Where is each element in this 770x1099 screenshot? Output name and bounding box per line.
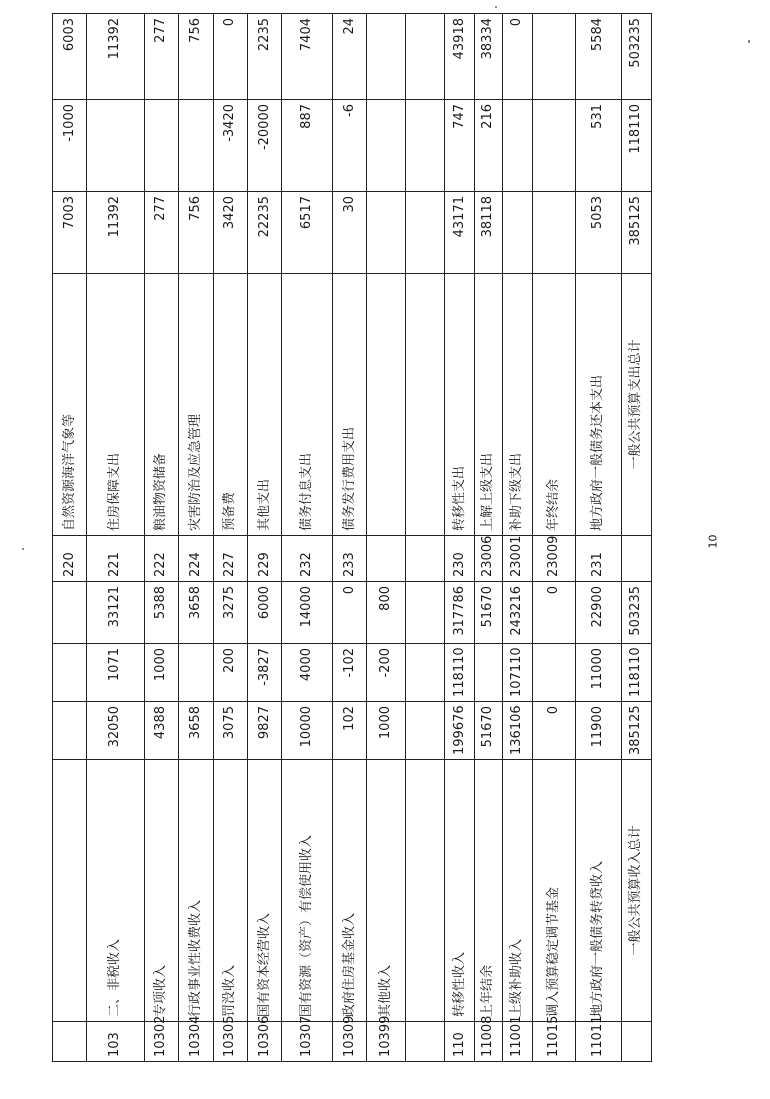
income-total-cell: 317786 (445, 582, 475, 644)
income-code-cell: 11008 (475, 1022, 503, 1062)
expense-budget-cell: 6517 (282, 192, 332, 274)
table-row (576, 14, 622, 1062)
expense-total-cell: 7404 (282, 14, 332, 100)
expense-budget-cell: 5053 (576, 192, 622, 274)
expense-adjust-cell: 747 (445, 100, 475, 192)
table-row (144, 14, 178, 1062)
scan-speck (22, 548, 24, 550)
income-name-cell: 调入预算稳定调节基金 (532, 760, 576, 1022)
expense-adjust-cell (502, 100, 532, 192)
expense-adjust-cell: -3420 (213, 100, 247, 192)
income-name-cell: 政府住房基金收入 (332, 760, 366, 1022)
income-code-cell: 11011 (576, 1022, 622, 1062)
expense-total-cell: 503235 (622, 14, 652, 100)
income-name-cell: 国有资本经营收入 (248, 760, 282, 1022)
expense-adjust-cell: 531 (576, 100, 622, 192)
expense-code-cell: 23009 (532, 536, 576, 582)
expense-name-cell: 债务发行费用支出 (332, 274, 366, 536)
income-name-cell (53, 760, 87, 1022)
expense-name-cell: 转移性支出 (445, 274, 475, 536)
expense-budget-cell (502, 192, 532, 274)
income-name-cell (406, 760, 445, 1022)
income-total-cell: 3275 (213, 582, 247, 644)
income-budget-cell: 11900 (576, 702, 622, 760)
scan-speck (495, 6, 497, 8)
expense-name-cell: 地方政府一般债务还本支出 (576, 274, 622, 536)
expense-code-cell: 227 (213, 536, 247, 582)
expense-budget-cell: 11392 (87, 192, 144, 274)
expense-name-cell: 年终结余 (532, 274, 576, 536)
expense-total-cell: 2235 (248, 14, 282, 100)
income-adjust-cell: 200 (213, 644, 247, 702)
expense-budget-cell: 3420 (213, 192, 247, 274)
expense-adjust-cell (532, 100, 576, 192)
income-name-cell: 二、非税收入 (87, 760, 144, 1022)
expense-name-cell: 其他支出 (248, 274, 282, 536)
income-budget-cell (53, 702, 87, 760)
income-code-cell: 10307 (282, 1022, 332, 1062)
table-row (406, 14, 445, 1062)
income-total-cell: 33121 (87, 582, 144, 644)
expense-name-cell: 上解上级支出 (475, 274, 503, 536)
income-adjust-cell: 1000 (144, 644, 178, 702)
income-budget-cell: 102 (332, 702, 366, 760)
income-adjust-cell: 118110 (445, 644, 475, 702)
income-total-cell: 6000 (248, 582, 282, 644)
table-row (179, 14, 213, 1062)
expense-budget-cell (532, 192, 576, 274)
expense-code-cell: 224 (179, 536, 213, 582)
expense-adjust-cell: 118110 (622, 100, 652, 192)
expense-code-cell: 230 (445, 536, 475, 582)
income-name-cell: 其他收入 (367, 760, 406, 1022)
expense-adjust-cell (367, 100, 406, 192)
income-code-cell: 110 (445, 1022, 475, 1062)
income-code-cell: 10399 (367, 1022, 406, 1062)
income-code-cell (622, 1022, 652, 1062)
expense-code-cell: 221 (87, 536, 144, 582)
expense-budget-cell (406, 192, 445, 274)
income-code-cell: 10309 (332, 1022, 366, 1062)
expense-name-cell: 补助下级支出 (502, 274, 532, 536)
expense-total-cell: 0 (213, 14, 247, 100)
expense-budget-cell: 43171 (445, 192, 475, 274)
table-row (87, 14, 144, 1062)
income-total-label: 一般公共预算收入总计 (622, 760, 652, 1022)
income-budget-cell: 385125 (622, 702, 652, 760)
income-adjust-cell (53, 644, 87, 702)
income-code-cell: 11015 (532, 1022, 576, 1062)
income-total-cell: 14000 (282, 582, 332, 644)
table-row (475, 14, 503, 1062)
expense-total-cell: 24 (332, 14, 366, 100)
expense-total-cell: 0 (502, 14, 532, 100)
expense-budget-cell: 7003 (53, 192, 87, 274)
expense-name-cell (406, 274, 445, 536)
scanned-page (52, 14, 652, 1062)
income-code-cell: 10302 (144, 1022, 178, 1062)
income-total-cell: 800 (367, 582, 406, 644)
expense-code-cell: 232 (282, 536, 332, 582)
income-budget-cell: 199676 (445, 702, 475, 760)
expense-name-cell: 债务付息支出 (282, 274, 332, 536)
income-code-cell: 10306 (248, 1022, 282, 1062)
expense-adjust-cell: -1000 (53, 100, 87, 192)
expense-code-cell (367, 536, 406, 582)
income-total-cell: 22900 (576, 582, 622, 644)
table-row (502, 14, 532, 1062)
income-total-cell (406, 582, 445, 644)
income-code-cell: 103 (87, 1022, 144, 1062)
income-adjust-cell (532, 644, 576, 702)
expense-total-cell (406, 14, 445, 100)
expense-budget-cell: 385125 (622, 192, 652, 274)
table-row (367, 14, 406, 1062)
expense-budget-cell (367, 192, 406, 274)
income-name-cell: 转移性收入 (445, 760, 475, 1022)
income-name-cell: 国有资源（资产）有偿使用收入 (282, 760, 332, 1022)
income-adjust-cell: 11000 (576, 644, 622, 702)
expense-code-cell: 229 (248, 536, 282, 582)
expense-name-cell: 灾害防治及应急管理 (179, 274, 213, 536)
income-adjust-cell (179, 644, 213, 702)
table-row (282, 14, 332, 1062)
income-code-cell (406, 1022, 445, 1062)
income-total-cell: 503235 (622, 582, 652, 644)
expense-code-cell: 231 (576, 536, 622, 582)
expense-code-cell: 23001 (502, 536, 532, 582)
expense-total-cell: 6003 (53, 14, 87, 100)
income-code-cell (53, 1022, 87, 1062)
income-total-cell: 0 (532, 582, 576, 644)
income-budget-cell: 3075 (213, 702, 247, 760)
income-total-cell: 51670 (475, 582, 503, 644)
expense-budget-cell: 756 (179, 192, 213, 274)
income-adjust-cell: -3827 (248, 644, 282, 702)
table-row (53, 14, 87, 1062)
income-budget-cell: 32050 (87, 702, 144, 760)
expense-total-cell (532, 14, 576, 100)
expense-budget-cell: 22235 (248, 192, 282, 274)
expense-adjust-cell (406, 100, 445, 192)
income-budget-cell: 0 (532, 702, 576, 760)
income-adjust-cell: -102 (332, 644, 366, 702)
expense-budget-cell: 38118 (475, 192, 503, 274)
expense-budget-cell: 277 (144, 192, 178, 274)
income-code-cell: 10304 (179, 1022, 213, 1062)
income-adjust-cell (406, 644, 445, 702)
income-budget-cell: 4388 (144, 702, 178, 760)
expense-adjust-cell: 216 (475, 100, 503, 192)
income-budget-cell: 51670 (475, 702, 503, 760)
income-budget-cell (406, 702, 445, 760)
income-budget-cell: 1000 (367, 702, 406, 760)
income-name-cell: 专项收入 (144, 760, 178, 1022)
expense-name-cell: 预备费 (213, 274, 247, 536)
budget-table (52, 13, 652, 1062)
expense-total-cell: 277 (144, 14, 178, 100)
expense-code-cell (622, 536, 652, 582)
expense-total-cell: 43918 (445, 14, 475, 100)
income-name-cell: 上级补助收入 (502, 760, 532, 1022)
table-row (445, 14, 475, 1062)
income-budget-cell: 136106 (502, 702, 532, 760)
expense-total-label: 一般公共预算支出总计 (622, 274, 652, 536)
table-row (532, 14, 576, 1062)
income-code-cell: 10305 (213, 1022, 247, 1062)
expense-adjust-cell (144, 100, 178, 192)
income-budget-cell: 3658 (179, 702, 213, 760)
expense-code-cell: 233 (332, 536, 366, 582)
income-total-cell: 0 (332, 582, 366, 644)
income-adjust-cell: -200 (367, 644, 406, 702)
income-adjust-cell: 118110 (622, 644, 652, 702)
table-row (248, 14, 282, 1062)
income-adjust-cell (475, 644, 503, 702)
rotated-table-container (52, 14, 652, 1062)
income-adjust-cell: 4000 (282, 644, 332, 702)
expense-total-cell: 38334 (475, 14, 503, 100)
expense-name-cell: 粮油物资储备 (144, 274, 178, 536)
expense-code-cell: 222 (144, 536, 178, 582)
expense-adjust-cell: -6 (332, 100, 366, 192)
expense-total-cell: 11392 (87, 14, 144, 100)
scan-speck (748, 40, 750, 43)
total-row (622, 14, 652, 1062)
income-total-cell: 3658 (179, 582, 213, 644)
income-name-cell: 行政事业性收费收入 (179, 760, 213, 1022)
income-budget-cell: 10000 (282, 702, 332, 760)
income-adjust-cell: 1071 (87, 644, 144, 702)
expense-name-cell: 住房保障支出 (87, 274, 144, 536)
expense-name-cell (367, 274, 406, 536)
page-number: 10 (706, 534, 720, 549)
income-name-cell: 罚没收入 (213, 760, 247, 1022)
expense-total-cell (367, 14, 406, 100)
income-total-cell (53, 582, 87, 644)
expense-adjust-cell (87, 100, 144, 192)
expense-budget-cell: 30 (332, 192, 366, 274)
expense-total-cell: 756 (179, 14, 213, 100)
expense-adjust-cell (179, 100, 213, 192)
income-code-cell: 11001 (502, 1022, 532, 1062)
income-budget-cell: 9827 (248, 702, 282, 760)
expense-adjust-cell: -20000 (248, 100, 282, 192)
expense-adjust-cell: 887 (282, 100, 332, 192)
income-name-cell: 地方政府一般债务转贷收入 (576, 760, 622, 1022)
income-total-cell: 243216 (502, 582, 532, 644)
expense-code-cell (406, 536, 445, 582)
expense-name-cell: 自然资源海洋气象等 (53, 274, 87, 536)
income-adjust-cell: 107110 (502, 644, 532, 702)
expense-code-cell: 23006 (475, 536, 503, 582)
income-total-cell: 5388 (144, 582, 178, 644)
table-row (332, 14, 366, 1062)
expense-total-cell: 5584 (576, 14, 622, 100)
income-name-cell: 上年结余 (475, 760, 503, 1022)
expense-code-cell: 220 (53, 536, 87, 582)
table-row (213, 14, 247, 1062)
